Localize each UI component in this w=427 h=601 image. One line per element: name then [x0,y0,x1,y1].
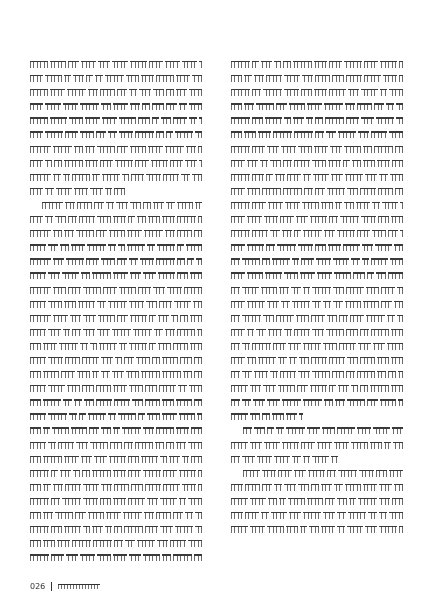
page-number: 026 [30,582,46,591]
text-line [30,537,202,551]
text-line [231,368,403,382]
text-line [231,424,403,438]
text-line [30,143,202,157]
text-line [231,453,403,467]
text-line [30,241,202,255]
left-text-column [30,58,202,565]
text-line [30,86,202,100]
text-line [231,100,403,114]
text-line [231,86,403,100]
text-line [231,185,403,199]
text-line [30,551,202,565]
text-line [231,439,403,453]
text-line [231,396,403,410]
page-footer [30,582,100,591]
text-line [231,269,403,283]
text-line [30,382,202,396]
text-line [231,255,403,269]
text-line [30,114,202,128]
text-line [231,199,403,213]
text-line [231,171,403,185]
text-line [231,128,403,142]
text-line [30,424,202,438]
text-line [30,523,202,537]
running-title [58,584,100,589]
text-line [231,143,403,157]
text-line [30,269,202,283]
text-line [30,326,202,340]
text-line [231,284,403,298]
text-line [231,298,403,312]
text-line [231,410,403,424]
text-line [30,58,202,72]
text-line [30,255,202,269]
text-line [30,298,202,312]
text-line [30,410,202,424]
text-line [30,284,202,298]
text-line [231,213,403,227]
text-line [30,481,202,495]
text-line [30,312,202,326]
text-line [30,354,202,368]
text-line [231,382,403,396]
text-line [30,368,202,382]
text-line [231,312,403,326]
text-line [231,509,403,523]
text-line [231,227,403,241]
text-line [30,171,202,185]
text-line [231,495,403,509]
text-line [30,467,202,481]
text-line [30,439,202,453]
right-text-column [231,58,403,537]
text-line [30,453,202,467]
text-line [30,128,202,142]
text-line [30,100,202,114]
text-line [231,72,403,86]
text-line [231,523,403,537]
text-line [231,326,403,340]
text-line [30,185,202,199]
text-line [231,354,403,368]
text-line [30,509,202,523]
text-line [30,213,202,227]
text-line [231,241,403,255]
text-line [231,481,403,495]
text-line [231,157,403,171]
text-line [30,495,202,509]
text-line [30,396,202,410]
text-line [30,227,202,241]
text-line [30,72,202,86]
text-line [30,199,202,213]
text-line [30,157,202,171]
text-line [30,340,202,354]
text-line [231,58,403,72]
footer-divider [51,582,52,591]
text-line [231,467,403,481]
text-line [231,340,403,354]
text-line [231,114,403,128]
